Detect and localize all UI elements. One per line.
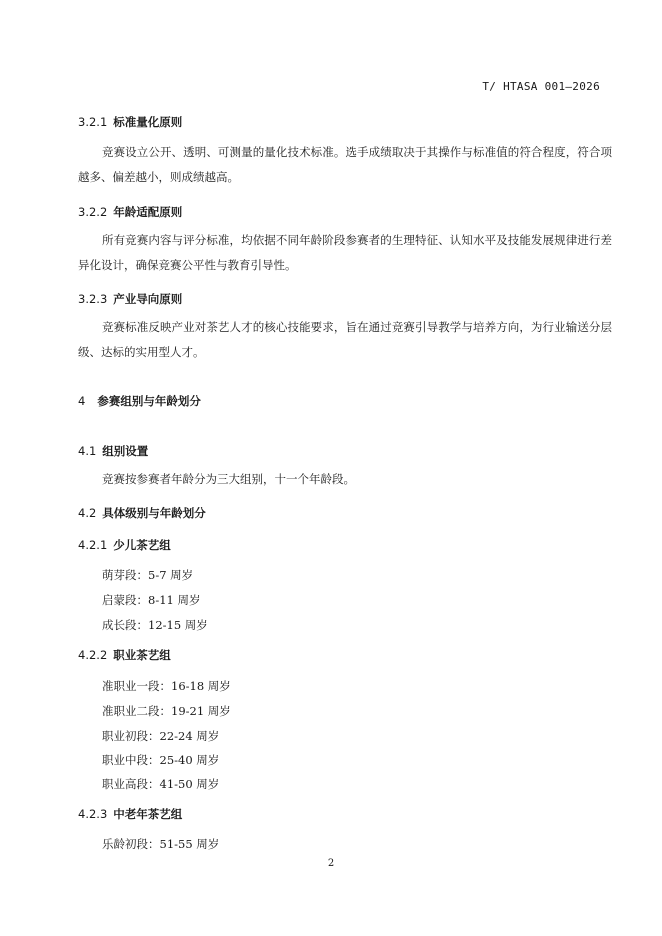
paragraph-3-2-1: 竞赛设立公开、透明、可测量的量化技术标准。选手成绩取决于其操作与标准值的符合程度，符合项越多、偏差越小，则成绩越高。: [78, 145, 612, 184]
section-title: 标准量化原则: [113, 115, 183, 129]
heading-3-2-3: [78, 291, 612, 307]
page-number: 2: [327, 858, 335, 869]
heading-4-1: [78, 443, 612, 459]
list-item: 准职业二段：19-21 周岁: [102, 704, 231, 718]
list-item: 成长段：12-15 周岁: [102, 618, 208, 632]
section-number: 3.2.2: [78, 205, 108, 219]
section-number: 4: [78, 394, 86, 408]
paragraph-3-2-3: 竞赛标准反映产业对茶艺人才的核心技能要求，旨在通过竞赛引导教学与培养方向，为行业输送分层级、达标的实用型人才。: [78, 320, 612, 359]
heading-3-2-1: [78, 114, 612, 130]
section-number: 3.2.3: [78, 292, 108, 306]
section-number: 3.2.1: [78, 115, 108, 129]
paragraph-3-2-2: 所有竞赛内容与评分标准，均依据不同年龄阶段参赛者的生理特征、认知水平及技能发展规律进行差异化设计，确保竞赛公平性与教育引导性。: [78, 233, 612, 272]
section-title: 组别设置: [102, 444, 149, 458]
section-number: 4.2.3: [78, 807, 108, 821]
section-number: 4.2.2: [78, 648, 108, 662]
section-title: 参赛组别与年龄划分: [97, 394, 201, 408]
list-item: 职业高段：41-50 周岁: [102, 777, 220, 791]
list-item: 萌芽段：5-7 周岁: [102, 568, 194, 582]
paragraph-4-1: 竞赛按参赛者年龄分为三大组别，十一个年龄段。: [102, 472, 355, 486]
list-item: 准职业一段：16-18 周岁: [102, 679, 231, 693]
section-number: 4.2.1: [78, 538, 108, 552]
section-title: 中老年茶艺组: [113, 807, 183, 821]
list-item: 乐龄初段：51-55 周岁: [102, 837, 220, 851]
heading-3-2-2: [78, 204, 612, 220]
heading-4-2: [78, 505, 612, 521]
heading-4-2-1: [78, 537, 612, 553]
section-title: 少儿茶艺组: [113, 538, 171, 552]
heading-4-2-2: [78, 647, 612, 663]
list-item: 启蒙段：8-11 周岁: [102, 593, 201, 607]
section-number: 4.1: [78, 444, 97, 458]
section-title: 职业茶艺组: [113, 648, 171, 662]
heading-4-2-3: [78, 806, 612, 822]
list-item: 职业初段：22-24 周岁: [102, 729, 220, 743]
section-title: 年龄适配原则: [113, 205, 183, 219]
section-title: 具体级别与年龄划分: [102, 506, 206, 520]
list-item: 职业中段：25-40 周岁: [102, 753, 220, 767]
section-title: 产业导向原则: [113, 292, 183, 306]
section-number: 4.2: [78, 506, 97, 520]
document-id: T/ HTASA 001—2026: [482, 80, 600, 93]
heading-4: [78, 393, 612, 409]
